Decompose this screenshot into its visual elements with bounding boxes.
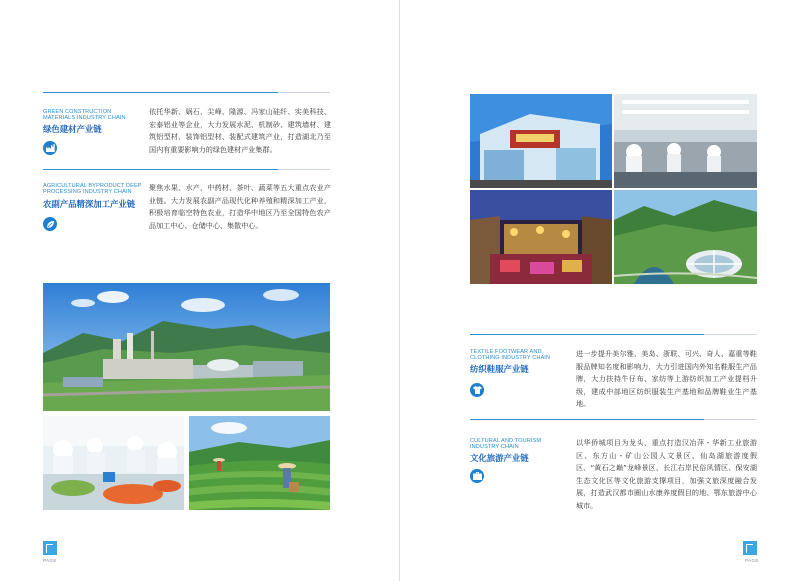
- section-body: 聚焦水果、水产、中药材、茶叶、蔬菜等五大重点农业产业链。大力发展农副产品现代化种养殖和精深加工产业，积极培育临空特色农业，打造华中地区乃至全国特色农产品加工中心、仓储中心、集散中心。: [149, 183, 331, 230]
- factory-icon: [43, 141, 57, 155]
- section-rule: [470, 419, 704, 420]
- right-page: [400, 0, 800, 581]
- section-rule-light: [278, 92, 330, 93]
- cement-plant-photo: [43, 283, 330, 411]
- section-rule: [470, 334, 704, 335]
- section-en-title: GREEN CONSTRUCTION MATERIALS INDUSTRY CHAIN: [43, 109, 126, 122]
- section-cn-title: 绿色建材产业链: [43, 124, 102, 134]
- section-rule: [43, 169, 278, 170]
- section-cn-title: 农副产品精深加工产业链: [43, 199, 136, 209]
- section-rule-light: [704, 334, 757, 335]
- section-body: 进一步提升美尔雅、美岛、浙联、可兴、奇人、嘉重等鞋服品牌知名度和影响力，大力引进国内外知名鞋服生产品牌，大力扶持牛仔布、家纺等上游纺织加工产业提档升级，建成中部地区纺织服装生产基地和品牌鞋业生产基地。: [576, 349, 757, 409]
- shirt-icon: [470, 383, 484, 397]
- section-en-title: TEXTILE FOOTWEAR AND CLOTHING INDUSTRY CHAIN: [470, 349, 551, 362]
- mountain-resort-photo: [614, 190, 757, 284]
- section-body: 依托华新、娲石、尖峰、隆源、冯家山硅纤、实美科技、宏泰铝业等企业，大力发展水泥、机制砂、建筑墙材、建筑铝型材、装饰铝型材、装配式建筑产业，打造湖北乃至国内有重要影响力的绿色建材产业集群。: [149, 107, 331, 154]
- section-cn-title: 纺织鞋服产业链: [470, 364, 529, 374]
- shopping-street-photo: [470, 94, 612, 188]
- garment-factory-photo: [614, 94, 757, 188]
- page-label: PAGE: [43, 558, 57, 563]
- section-body: 以华侨城项目为龙头，重点打造汉冶萍・华新工业旅游区、东方山・矿山公园人文景区、仙岛湖旅游度假区、“黄石之巅”龙峰景区、长江右岸民俗风情区、保安湖生态文化区等文化旅游支撑项目，加强文旅深度融合发展，打造武汉都市圈山水康养度假目的地、鄂东旅游中心城市。: [576, 438, 757, 510]
- night-market-photo: [470, 190, 612, 284]
- page-label: PAGE: [745, 558, 759, 563]
- section-rule: [43, 92, 278, 93]
- leaf-icon: [43, 217, 57, 231]
- section-en-title: CULTURAL AND TOURISM INDUSTRY CHAIN: [470, 438, 542, 451]
- suitcase-icon: [470, 469, 484, 483]
- section-cn-title: 文化旅游产业链: [470, 453, 529, 463]
- section-rule-light: [704, 419, 757, 420]
- page-corner-mark: [43, 541, 57, 555]
- section-en-title: AGRICULTURAL BYPRODUCT DEEP PROCESSING INDUSTRY CHAIN: [43, 183, 142, 196]
- page-corner-mark: [743, 541, 757, 555]
- food-processing-photo: [43, 416, 184, 510]
- tea-plantation-photo: [189, 416, 330, 510]
- section-rule-light: [278, 169, 330, 170]
